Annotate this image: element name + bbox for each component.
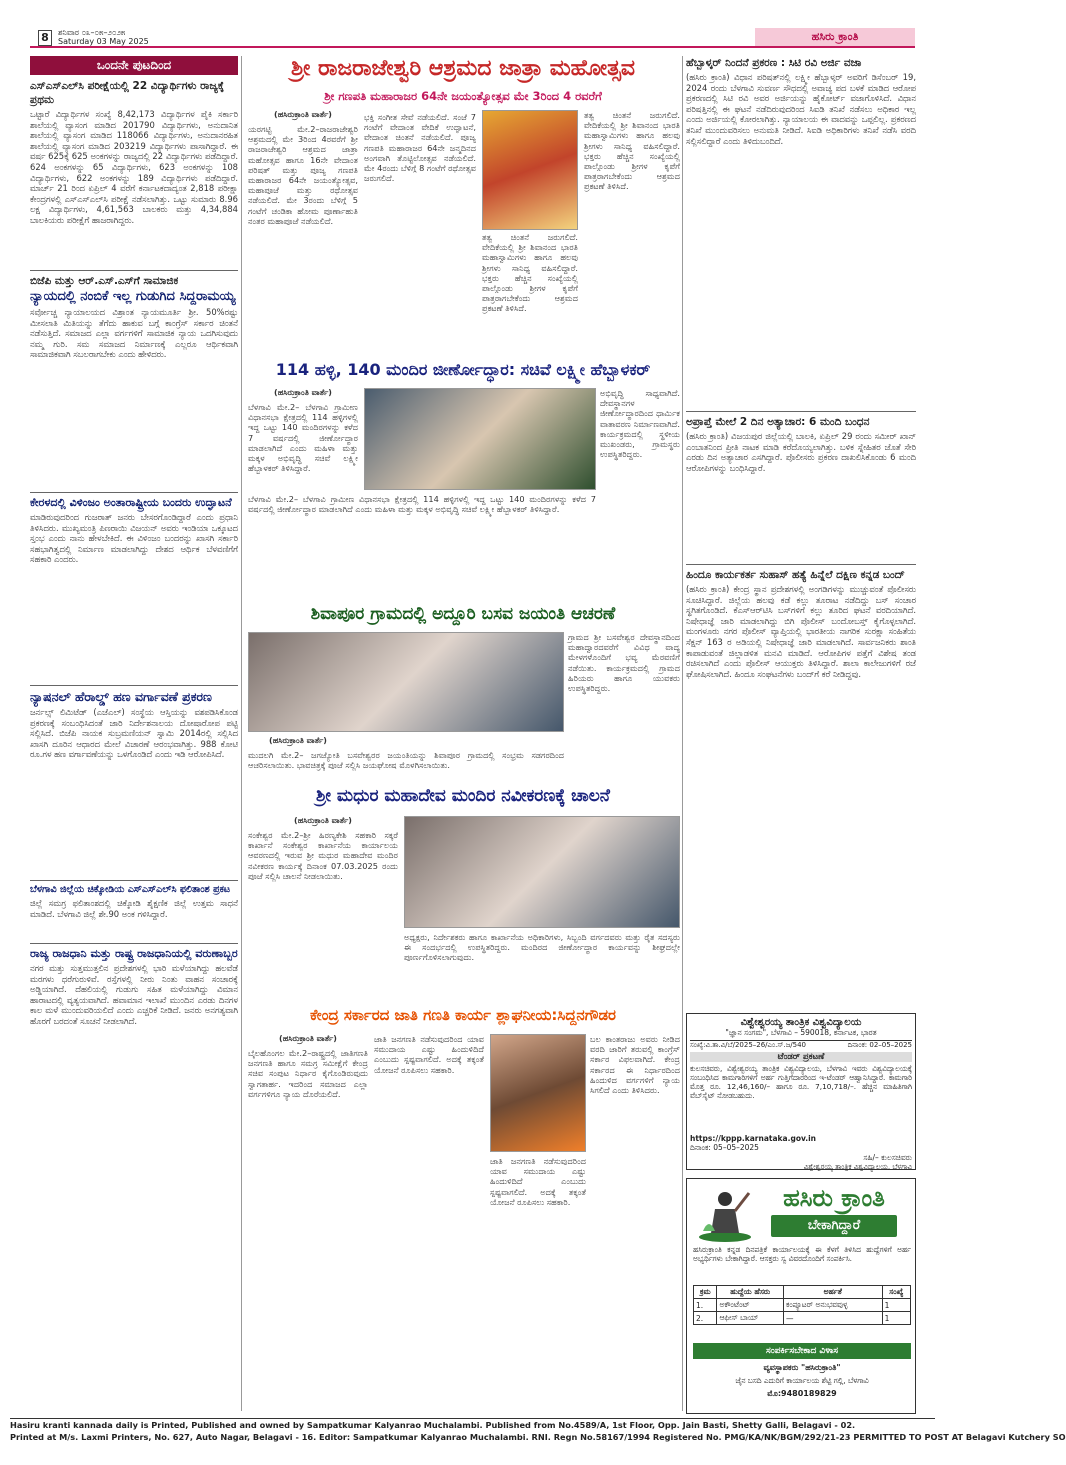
imprint-footer	[10, 1418, 1066, 1454]
notice-heading: ಟೆಂಡರ್ ಪ್ರಕಟಣೆ	[690, 1052, 912, 1062]
jobs-table	[693, 1285, 911, 1325]
notice-website[interactable]: https://kppp.karnataka.gov.in	[690, 1134, 817, 1143]
th-qual: ಅರ್ಹತೆ	[783, 1286, 882, 1299]
table-row	[694, 1299, 911, 1312]
article-body: (ಹಸಿರು ಕ್ರಾಂತಿ) ವಿಧಾನ ಪರಿಷತ್‌ನಲ್ಲಿ ಲಕ್ಷ್ಮೀ ಹೆಬ್ಬಾಳ್ಕರ್ ಅವರಿಗೆ ಡಿಸೆಂಬರ್ 19, 2024 ರಂದು ಬೆಳಗಾವಿ ಸುವರ್ಣ ಸೌಧದಲ್ಲಿ ಅವಾಚ್ಯ ಪದ ಬಳಕೆ ಮಾಡಿದ ಆರೋಪ ಪ್ರಕರಣದಲ್ಲಿ ಸಿಟಿ ರವಿ ಅವರ ಅರ್ಜಿಯನ್ನು ಹೈಕೋರ್ಟ್ ವಜಾಗೊಳಿಸಿದೆ. ವಿಧಾನ ಪರಿಷತ್ತಿನಲ್ಲಿ ಈ ಘಟನೆ ನಡೆದಿರುವುದರಿಂದ ಸಿಐಡಿ ತನಿಖೆ ನಡೆಸಲು ಅಧಿಕಾರ ಇಲ್ಲ ಎಂದು ಅರ್ಜಿಯಲ್ಲಿ ಕೋರಲಾಗಿತ್ತು. ನ್ಯಾಯಾಲಯ ಈ ವಾದವನ್ನು ಒಪ್ಪಲಿಲ್ಲ. ಪ್ರಕರಣದ ತನಿಖೆ ಮುಂದುವರಿಸಲು ಅನುಮತಿ ನೀಡಿದೆ. ಸಿಐಡಿ ಅಧಿಕಾರಿಗಳು ತನಿಖೆ ನಡೆಸಿ ವರದಿ ಸಲ್ಲಿಸಲಿದ್ದಾರೆ ಎಂದು ತಿಳಿದುಬಂದಿದೆ.	[686, 72, 916, 146]
th-count: ಸಂಖ್ಯೆ	[882, 1286, 910, 1299]
story-body: ಸಂಕೇಶ್ವರ ಮೇ.2–ಶ್ರೀ ಹಿರಣ್ಯಕೇಶಿ ಸಹಕಾರಿ ಸಕ್ಕರೆ ಕಾರ್ಖಾನೆ ಸಂಕೇಶ್ವರ ಕಾರ್ಖಾನೆಯ ಕಾರ್ಯಾಲಯ ಆವರಣದಲ್ಲಿ ಇರುವ ಶ್ರೀ ಮಧುರ ಮಹಾದೇವ ಮಂದಿರ ನವೀಕರಣ ಕಾರ್ಯಕ್ಕೆ ದಿನಾಂಕ 07.03.2025 ರಂದು ಪೂಜೆ ಸಲ್ಲಿಸಿ ಚಾಲನೆ ನೀಡಲಾಯಿತು.	[248, 830, 398, 881]
article-title: ನ್ಯಾಷನಲ್ ಹೆರಾಲ್ಡ್ ಹಣ ವರ್ಗಾವಣೆ ಪ್ರಕರಣ	[30, 689, 212, 704]
event-photo	[364, 388, 596, 490]
article-body: ಒಟ್ಟಾರೆ ವಿದ್ಯಾರ್ಥಿಗಳ ಸಂಖ್ಯೆ 8,42,173 ವಿದ್ಯಾರ್ಥಿಗಳ ಪೈಕಿ ಸರ್ಕಾರಿ ಶಾಲೆಯಲ್ಲಿ ವ್ಯಾಸಂಗ ಮಾಡಿದ 201790 ವಿದ್ಯಾರ್ಥಿಗಳು, ಅನುದಾನಿತ ಶಾಲೆಯಲ್ಲಿ ವ್ಯಾಸಂಗ ಮಾಡಿದ 118066 ವಿದ್ಯಾರ್ಥಿಗಳು, ಅನುದಾನರಹಿತ ಶಾಲೆಯಲ್ಲಿ ವ್ಯಾಸಂಗ ಮಾಡಿದ 203219 ವಿದ್ಯಾರ್ಥಿಗಳು ಪಾಸಾಗಿದ್ದಾರೆ. ಈ ವರ್ಷ 625ಕ್ಕೆ 625 ಅಂಕಗಳನ್ನು ರಾಜ್ಯದಲ್ಲಿ 22 ವಿದ್ಯಾರ್ಥಿಗಳು ಪಡೆದಿದ್ದಾರೆ. 624 ಅಂಕಗಳನ್ನು 65 ವಿದ್ಯಾರ್ಥಿಗಳು, 623 ಅಂಕಗಳನ್ನು 108 ವಿದ್ಯಾರ್ಥಿಗಳು, 622 ಅಂಕಗಳನ್ನು 189 ವಿದ್ಯಾರ್ಥಿಗಳು ಪಡೆದಿದ್ದಾರೆ. ಮಾರ್ಚ್ 21 ರಿಂದ ಏಪ್ರಿಲ್ 4 ವರೆಗೆ ಕರ್ನಾಟಕದಾದ್ಯಂತ 2,818 ಪರೀಕ್ಷಾ ಕೇಂದ್ರಗಳಲ್ಲಿ ಎಸ್‌ಎಸ್‌ಎಲ್‌ಸಿ ಪರೀಕ್ಷೆ ನಡೆಸಲಾಗಿತ್ತು. ಒಟ್ಟು ಸುಮಾರು 8.96 ಲಕ್ಷ ವಿದ್ಯಾರ್ಥಿಗಳು, 4,61,563 ಬಾಲಕರು ಮತ್ತು 4,34,884 ಬಾಲಕಿಯರು ಪರೀಕ್ಷೆಗೆ ಹಾಜರಾಗಿದ್ದರು.	[30, 109, 238, 225]
left-column	[30, 56, 238, 1263]
imprint-line-2: Printed at M/s. Laxmi Printers, No. 627, Auto Nagar, Belagavi - 16. Editor: Sampatkumar Kalyanrao Muchalambi. RNI. Regn No.58167/1994 Registered No. PMG/KA/NK/BGM/292/21-23 PERMITTED TO POST AT Belagavi Kutchery SO	[10, 1432, 1066, 1442]
story-body: ಭಕ್ತಿ ಸಂಗೀತ ಸೇವೆ ನಡೆಯಲಿದೆ. ಸಂಜೆ 7 ಗಂಟೆಗೆ ವೇದಾಂತ ವೇದಿಕೆ ಉದ್ಘಾಟನೆ, ವೇದಾಂತ ಚಿಂತನೆ ನಡೆಯಲಿದೆ. ಪೂಜ್ಯ ಗಣಪತಿ ಮಹಾರಾಜರ 64ನೇ ಜನ್ಮದಿನದ ಅಂಗವಾಗಿ ತೊಟ್ಟಿಲೋತ್ಸವ ನಡೆಯಲಿದೆ. ಮೇ 4ರಂದು ಬೆಳಿಗ್ಗೆ 8 ಗಂಟೆಗೆ ರಥೋತ್ಸವ ಜರುಗಲಿದೆ.	[364, 112, 476, 184]
story-title: 114 ಹಳ್ಳಿ, 140 ಮಂದಿರ ಜೀರ್ಣೋದ್ಧಾರ: ಸಚಿವೆ ಲಕ್ಷ್ಮೀ ಹೆಬ್ಬಾಳಕರ್	[275, 360, 651, 379]
article-title: ಕೇರಳದಲ್ಲಿ ವಿಳಿಂಜಂ ಅಂತಾರಾಷ್ಟ್ರೀಯ ಬಂದರು ಉದ್ಘಾಟನೆ	[30, 496, 232, 509]
event-photo	[404, 816, 680, 928]
contact-address: ಜೈನ ಬಸದಿ ಎದುರಿಗೆ ಕಾರ್ಯಾಲಯ ಶೆಟ್ಟಿ ಗಲ್ಲಿ, ಬೆಳಗಾವಿ	[735, 1376, 869, 1385]
contact-name: ವ್ಯವಸ್ಥಾಪಕರು "ಹಸಿರುಕ್ರಾಂತಿ"	[763, 1363, 841, 1372]
article-body: ಜರ್ನಲ್ಸ್ ಲಿಮಿಟೆಡ್ (ಎಜೆಎಲ್) ಸಂಸ್ಥೆಯ ಆಸ್ತಿಯನ್ನು ವಶಪಡಿಸಿಕೊಂಡ ಪ್ರಕರಣಕ್ಕೆ ಸಂಬಂಧಿಸಿದಂತೆ ಜಾರಿ ನಿರ್ದೇಶನಾಲಯ ದೋಷಾರೋಪ ಪಟ್ಟಿ ಸಲ್ಲಿಸಿದೆ. ಬಿಜೆಪಿ ನಾಯಕ ಸುಬ್ರಮಣಿಯನ್ ಸ್ವಾಮಿ 2014ರಲ್ಲಿ ಸಲ್ಲಿಸಿದ ಖಾಸಗಿ ದೂರಿನ ಆಧಾರದ ಮೇಲೆ ವಿಚಾರಣೆ ಆರಂಭವಾಗಿತ್ತು. 988 ಕೋಟಿ ರೂ.ಗಳ ಹಣ ವರ್ಗಾವಣೆಯನ್ನು ಒಳಗೊಂಡಿದೆ ಎಂದು ಇಡಿ ಆರೋಪಿಸಿದೆ.	[30, 707, 238, 760]
page-meta	[30, 28, 470, 46]
article-title: ಹೆಬ್ಬಾಳ್ಕರ್ ನಿಂದನೆ ಪ್ರಕರಣ : ಸಿಟಿ ರವಿ ಅರ್ಜಿ ವಜಾ	[686, 57, 862, 69]
job-ad	[686, 1178, 916, 1414]
divider	[30, 943, 238, 944]
ad-title: ಹಸಿರು ಕ್ರಾಂತಿ	[783, 1184, 885, 1212]
story-body: ಬಲ ಕಾಂತರಾಜು ಅವರು ನೀಡಿದ ವರದಿ ಜಾರಿಗೆ ತರುವಲ್ಲಿ ಕಾಂಗ್ರೆಸ್ ಸರ್ಕಾರ ವಿಫಲವಾಗಿದೆ. ಕೇಂದ್ರ ಸರ್ಕಾರದ ಈ ನಿರ್ಧಾರದಿಂದ ಹಿಂದುಳಿದ ವರ್ಗಗಳಿಗೆ ನ್ಯಾಯ ಸಿಗಲಿದೆ ಎಂದು ತಿಳಿಸಿದರು.	[590, 1034, 680, 1096]
event-photo	[248, 632, 564, 732]
story-body: ಬೆಳಗಾವಿ ಮೇ.2– ಬೆಳಗಾವಿ ಗ್ರಾಮೀಣ ವಿಧಾನಸಭಾ ಕ್ಷೇತ್ರದಲ್ಲಿ 114 ಹಳ್ಳಿಗಳಲ್ಲಿ ಇದ್ದ ಒಟ್ಟು 140 ಮಂದಿರಗಳನ್ನು ಕಳೆದ 7 ವರ್ಷದಲ್ಲಿ ಜೀರ್ಣೋದ್ಧಾರ ಮಾಡಲಾಗಿದೆ ಎಂದು ಮಹಿಳಾ ಮತ್ತು ಮಕ್ಕಳ ಅಭಿವೃದ್ಧಿ ಸಚಿವೆ ಲಕ್ಷ್ಮೀ ಹೆಬ್ಬಾಳಕರ್ ತಿಳಿಸಿದ್ದಾರೆ.	[248, 402, 358, 474]
story-title: ಕೇಂದ್ರ ಸರ್ಕಾರದ ಜಾತಿ ಗಣತಿ ಕಾರ್ಯ ಶ್ಲಾಘನೀಯ:ಸಿದ್ದನಗೌಡರ	[310, 1006, 616, 1024]
divider	[30, 880, 238, 881]
ad-body: ಹಸಿರುಕ್ರಾಂತಿ ಕನ್ನಡ ದಿನಪತ್ರಿಕೆ ಕಾರ್ಯಾಲಯಕ್ಕೆ ಈ ಕೆಳಗೆ ತಿಳಿಸಿದ ಹುದ್ದೆಗಳಿಗೆ ಅರ್ಹ ಅಭ್ಯರ್ಥಿಗಳು ಬೇಕಾಗಿದ್ದಾರೆ. ಆಸಕ್ತರು ಸ್ವ ವಿವರದೊಂದಿಗೆ ಸಂಪರ್ಕಿಸಿ.	[693, 1245, 911, 1263]
cell-no: 2.	[694, 1312, 717, 1325]
story-body: ಬೈಲಹೊಂಗಲ ಮೇ.2–ರಾಷ್ಟ್ರದಲ್ಲಿ ಜಾತಿಗಣತಿ ಜನಗಣತಿ ಹಾಗೂ ಸಮಗ್ರ ಸಮೀಕ್ಷೆಗೆ ಕೇಂದ್ರ ಸಚಿವ ಸಂಪುಟ ನಿರ್ಧಾರ ಕೈಗೊಂಡಿರುವುದು ಸ್ವಾಗತಾರ್ಹ. ಇದರಿಂದ ಸಮಾಜದ ಎಲ್ಲಾ ವರ್ಗಗಳಿಗೂ ನ್ಯಾಯ ದೊರೆಯಲಿದೆ.	[248, 1048, 368, 1099]
contact-heading: ಸಂಪರ್ಕಿಸಬೇಕಾದ ವಿಳಾಸ	[693, 1343, 911, 1359]
ad-table	[693, 1285, 911, 1325]
notice-org: ವಿಶ್ವೇಶ್ವರಯ್ಯ ತಾಂತ್ರಿಕ ವಿಶ್ವವಿದ್ಯಾಲಯ	[740, 1017, 862, 1028]
story-body: ಯರಗಟ್ಟಿ ಮೇ.2–ರಾಜರಾಜೇಶ್ವರಿ ಆಶ್ರಮದಲ್ಲಿ ಮೇ 3ರಿಂದ 4ರವರೆಗೆ ಶ್ರೀ ರಾಜರಾಜೇಶ್ವರಿ ಆಶ್ರಮದ ಜಾತ್ರಾ ಮಹೋತ್ಸವ ಹಾಗೂ 16ನೇ ವೇದಾಂತ ಪರಿಷತ್ ಮತ್ತು ಪೂಜ್ಯ ಗಣಪತಿ ಮಹಾರಾಜರ 64ನೇ ಜಯಂತ್ಯೋತ್ಸವ, ಮಹಾಪೂಜೆ ಮತ್ತು ರಥೋತ್ಸವ ನಡೆಯಲಿದೆ. ಮೇ 3ರಂದು ಬೆಳಿಗ್ಗೆ 5 ಗಂಟೆಗೆ ಚಂಡಿಕಾ ಹೋಮ ಪೂರ್ಣಾಹುತಿ ನಂತರ ಮಹಾಪೂಜೆ ನಡೆಯಲಿದೆ.	[248, 124, 358, 226]
date-english: Saturday 03 May 2025	[58, 37, 149, 46]
story-title: ಶ್ರೀ ಮಧುರ ಮಹಾದೇವ ಮಂದಿರ ನವೀಕರಣಕ್ಕೆ ಚಾಲನೆ	[316, 786, 610, 806]
right-column	[686, 56, 916, 914]
article-body: ಸರ್ವೋಚ್ಚ ನ್ಯಾಯಾಲಯದ ವಿಶ್ರಾಂತ ನ್ಯಾಯಮೂರ್ತಿ ಶ್ರೀ. 50%ರಷ್ಟು ಮೀಸಲಾತಿ ಮಿತಿಯನ್ನು ತೆಗೆದು ಹಾಕುವ ಬಗ್ಗೆ ಕಾಂಗ್ರೆಸ್ ಸರ್ಕಾರ ಚಿಂತನೆ ನಡೆಸುತ್ತಿದೆ. ಸಮಾಜದ ಎಲ್ಲಾ ವರ್ಗಗಳಿಗೆ ಸಾಮಾಜಿಕ ನ್ಯಾಯ ಒದಗಿಸುವುದು ನಮ್ಮ ಗುರಿ. ಸಮ ಸಮಾಜದ ನಿರ್ಮಾಣಕ್ಕೆ ಎಲ್ಲರೂ ಆರ್ಥಿಕವಾಗಿ ಸಾಮಾಜಿಕವಾಗಿ ಸಬಲರಾಗಬೇಕು ಎಂದು ಹೇಳಿದರು.	[30, 307, 238, 360]
story-body: ಅಧ್ಯಕ್ಷರು, ನಿರ್ದೇಶಕರು ಹಾಗೂ ಕಾರ್ಖಾನೆಯ ಅಧಿಕಾರಿಗಳು, ಸಿಬ್ಬಂದಿ ವರ್ಗದವರು ಮತ್ತು ರೈತ ಸದಸ್ಯರು ಈ ಸಂದರ್ಭದಲ್ಲಿ ಉಪಸ್ಥಿತರಿದ್ದರು. ಮಂದಿರದ ಜೀರ್ಣೋದ್ಧಾರ ಕಾರ್ಯವನ್ನು ಶೀಘ್ರದಲ್ಲೇ ಪೂರ್ಣಗೊಳಿಸಲಾಗುವುದು.	[404, 932, 680, 963]
cell-qual: ಕಂಪ್ಯೂಟರ್ ಅನುಭವವುಳ್ಳ	[783, 1299, 882, 1312]
divider	[30, 685, 238, 686]
th-post: ಹುದ್ದೆಯ ಹೆಸರು	[717, 1286, 784, 1299]
article-title: ಬೆಳಗಾವಿ ಜಿಲ್ಲೆಯ ಚಿಕ್ಕೋಡಿಯ ಎಸ್‌ಎಸ್‌ಎಲ್‌ಸಿ ಫಲಿತಾಂಶ ಪ್ರಕಟ	[30, 884, 231, 895]
notice-date: ದಿನಾಂಕ: 02–05–2025	[847, 1041, 912, 1049]
page-header	[30, 28, 915, 48]
story-title: ಶಿವಾಪೂರ ಗ್ರಾಮದಲ್ಲಿ ಅದ್ದೂರಿ ಬಸವ ಜಯಂತಿ ಆಚರಣೆ	[310, 604, 616, 624]
farmer-logo-icon	[695, 1187, 755, 1243]
column-rule	[682, 56, 683, 1411]
story-body: ಬೆಳಗಾವಿ ಮೇ.2– ಬೆಳಗಾವಿ ಗ್ರಾಮೀಣ ವಿಧಾನಸಭಾ ಕ್ಷೇತ್ರದಲ್ಲಿ 114 ಹಳ್ಳಿಗಳಲ್ಲಿ ಇದ್ದ ಒಟ್ಟು 140 ಮಂದಿರಗಳನ್ನು ಕಳೆದ 7 ವರ್ಷದಲ್ಲಿ ಜೀರ್ಣೋದ್ಧಾರ ಮಾಡಲಾಗಿದೆ ಎಂದು ಮಹಿಳಾ ಮತ್ತು ಮಕ್ಕಳ ಅಭಿವೃದ್ಧಿ ಸಚಿವೆ ಲಕ್ಷ್ಮೀ ಹೆಬ್ಬಾಳಕರ್ ತಿಳಿಸಿದ್ದಾರೆ.	[248, 494, 596, 515]
paper-name: ಹಸಿರು ಕ್ರಾಂತಿ	[755, 28, 915, 46]
article-title: ಹಿಂದೂ ಕಾರ್ಯಕರ್ತ ಸುಹಾಸ್ ಹತ್ಯೆ ಹಿನ್ನೆಲೆ ದಕ್ಷಿಣ ಕನ್ನಡ ಬಂದ್	[686, 569, 905, 581]
imprint-line-1: Hasiru kranti kannada daily is Printed, Published and owned by Sampatkumar Kalyanrao Muchalambi. Published from No.4589/A, 1st Floor, Opp. Jain Basti, Shetty Galli, Belagavi - 02.	[10, 1420, 856, 1430]
story-title: ಶ್ರೀ ರಾಜರಾಜೇಶ್ವರಿ ಆಶ್ರಮದ ಜಾತ್ರಾ ಮಹೋತ್ಸವ	[290, 56, 636, 81]
th-no: ಕ್ರಮ	[694, 1286, 717, 1299]
story-body: ಅಭಿವೃದ್ಧಿ ಸಾಧ್ಯವಾಗಿದೆ. ದೇವಸ್ಥಾನಗಳ ಜೀರ್ಣೋದ್ಧಾರದಿಂದ ಧಾರ್ಮಿಕ ವಾತಾವರಣ ನಿರ್ಮಾಣವಾಗಿದೆ. ಕಾರ್ಯಕ್ರಮದಲ್ಲಿ ಸ್ಥಳೀಯ ಮುಖಂಡರು, ಗ್ರಾಮಸ್ಥರು ಉಪಸ್ಥಿತರಿದ್ದರು.	[600, 388, 680, 460]
column-rule	[241, 56, 242, 1411]
divider	[30, 492, 238, 493]
date-kannada: ಶನಿವಾರ ೦೩–೦೫–೨೦೨೫	[58, 28, 126, 37]
divider	[686, 411, 916, 412]
dateline	[58, 28, 149, 46]
contact-phone[interactable]: ಮೊ:9480189829	[767, 1389, 837, 1398]
story-body: ತತ್ವ ಚಿಂತನೆ ಜರುಗಲಿದೆ. ವೇದಿಕೆಯಲ್ಲಿ ಶ್ರೀ ಶಿವಾನಂದ ಭಾರತಿ ಮಹಾಸ್ವಾಮಿಗಳು ಹಾಗೂ ಹಲವು ಶ್ರೀಗಳು ಸಾನಿಧ್ಯ ವಹಿಸಲಿದ್ದಾರೆ. ಭಕ್ತರು ಹೆಚ್ಚಿನ ಸಂಖ್ಯೆಯಲ್ಲಿ ಪಾಲ್ಗೊಂಡು ಶ್ರೀಗಳ ಕೃಪೆಗೆ ಪಾತ್ರರಾಗಬೇಕೆಂದು ಆಶ್ರಮದ ಪ್ರಕಟಣೆ ತಿಳಿಸಿದೆ.	[482, 232, 578, 314]
article-body: ಜಿಲ್ಲೆ ಸಮಗ್ರ ಫಲಿತಾಂಶದಲ್ಲಿ ಚಿಕ್ಕೋಡಿ ಶೈಕ್ಷಣಿಕ ಜಿಲ್ಲೆ ಉತ್ತಮ ಸಾಧನೆ ಮಾಡಿದೆ. ಬೆಳಗಾವಿ ಜಿಲ್ಲೆ ಶೇ.90 ಅಂಕ ಗಳಿಸಿದ್ದಾರೆ.	[30, 898, 238, 919]
article-kicker: ಬಿಜೆಪಿ ಮತ್ತು ಆರ್.ಎಸ್.ಎಸ್‌ಗೆ ಸಾಮಾಜಿಕ	[30, 275, 179, 287]
notice-ref: ಸಂಖ್ಯೆ:ವಿ.ತಾ.ವಿ/ಬೆ/2025–26/ಎಂ.ಸ್.ಜ/540	[690, 1041, 806, 1049]
story-dateline: (ಹಸಿರುಕ್ರಾಂತಿ ವಾರ್ತೆ)	[269, 736, 327, 745]
cell-post: ಅಕೌಂಟೆಂಟ್	[717, 1299, 784, 1312]
cell-no: 1.	[694, 1299, 717, 1312]
portrait-photo	[490, 1034, 586, 1152]
article-title: ಅಪ್ರಾಪ್ತೆ ಮೇಲೆ 2 ದಿನ ಅತ್ಯಾಚಾರ: 6 ಮಂದಿ ಬಂಧನ	[686, 416, 870, 428]
article-body: ಮಾಡಿರುವುದರಿಂದ ಗುಜರಾತ್ ಜನರು ಬೇಸರಗೊಂಡಿದ್ದಾರೆ ಎಂದು ಪ್ರಧಾನಿ ತಿಳಿಸಿದರು. ಮುಖ್ಯಮಂತ್ರಿ ಪಿಣರಾಯಿ ವಿಜಯನ್ ಅವರು ಇಂಡಿಯಾ ಒಕ್ಕೂಟದ ಸ್ತಂಭ ಎಂದು ನಾನು ಹೇಳಬೇಕಿದೆ. ಈ ವಿಳಿಂಜಂ ಬಂದರನ್ನು ಖಾಸಗಿ ಸರ್ಕಾರಿ ಸಹಭಾಗಿತ್ವದಲ್ಲಿ ನಿರ್ಮಾಣ ಮಾಡಲಾಗಿದ್ದು ದೇಶದ ಆರ್ಥಿಕ ಬೆಳವಣಿಗೆಗೆ ಸಹಕಾರಿ ಎಂದರು.	[30, 512, 238, 565]
story-dateline: (ಹಸಿರುಕ್ರಾಂತಿ ವಾರ್ತೆ)	[274, 388, 332, 397]
tender-notice	[686, 1013, 916, 1170]
article-body: (ಹಸಿರು ಕ್ರಾಂತಿ) ಕೇಂದ್ರ ಸ್ಥಾನ ಪ್ರದೇಶಗಳಲ್ಲಿ ಅಂಗಡಿಗಳನ್ನು ಮುಚ್ಚುವಂತೆ ಪೊಲೀಸರು ಸೂಚಿಸಿದ್ದಾರೆ. ಜಿಲ್ಲೆಯ ಹಲವು ಕಡೆ ಕಲ್ಲು ತೂರಾಟ ನಡೆದಿದ್ದು ಬಸ್ ಸಂಚಾರ ಸ್ಥಗಿತಗೊಂಡಿದೆ. ಕೆಎಸ್ಆರ್‌ಟಿಸಿ ಬಸ್‌ಗಳಿಗೆ ಕಲ್ಲು ತೂರಿದ ಘಟನೆ ವರದಿಯಾಗಿದೆ. ನಿಷೇಧಾಜ್ಞೆ ಜಾರಿ ಮಾಡಲಾಗಿದ್ದು ಬಿಗಿ ಪೊಲೀಸ್ ಬಂದೋಬಸ್ತ್ ಕೈಗೊಳ್ಳಲಾಗಿದೆ. ಮಂಗಳೂರು ನಗರ ಪೊಲೀಸ್ ವ್ಯಾಪ್ತಿಯಲ್ಲಿ ಭಾರತೀಯ ನಾಗರಿಕ ಸುರಕ್ಷಾ ಸಂಹಿತೆಯ ಸೆಕ್ಷನ್ 163 ರ ಅಡಿಯಲ್ಲಿ ನಿಷೇಧಾಜ್ಞೆ ಜಾರಿ ಮಾಡಲಾಗಿದೆ. ಸಾರ್ವಜನಿಕರು ಶಾಂತಿ ಕಾಪಾಡುವಂತೆ ಜಿಲ್ಲಾಡಳಿತ ಮನವಿ ಮಾಡಿದೆ. ಆರೋಪಿಗಳ ಪತ್ತೆಗೆ ವಿಶೇಷ ತಂಡ ರಚಿಸಲಾಗಿದೆ ಎಂದು ಪೊಲೀಸ್ ಆಯುಕ್ತರು ತಿಳಿಸಿದ್ದಾರೆ. ಶಾಲಾ ಕಾಲೇಜುಗಳಿಗೆ ರಜೆ ಘೋಷಿಸಲಾಗಿದೆ. ಹಿಂದೂ ಸಂಘಟನೆಗಳು ಬಂದ್‌ಗೆ ಕರೆ ನೀಡಿದ್ದವು.	[686, 584, 916, 679]
story-dateline: (ಹಸಿರುಕ್ರಾಂತಿ ವಾರ್ತೆ)	[274, 110, 332, 119]
cell-qual: —	[783, 1312, 882, 1325]
story-body: ಜಾತಿ ಜನಗಣತಿ ನಡೆಸುವುದರಿಂದ ಯಾವ ಸಮುದಾಯ ಎಷ್ಟು ಹಿಂದುಳಿದಿದೆ ಎಂಬುದು ಸ್ಪಷ್ಟವಾಗಲಿದೆ. ಅದಕ್ಕೆ ತಕ್ಕಂತೆ ಯೋಜನೆ ರೂಪಿಸಲು ಸಹಕಾರಿ.	[490, 1156, 586, 1207]
cell-count: 1	[882, 1299, 910, 1312]
table-row	[694, 1312, 911, 1325]
page-number: 8	[38, 30, 52, 46]
story-subtitle: ಶ್ರೀ ಗಣಪತಿ ಮಹಾರಾಜರ 64ನೇ ಜಯಂತ್ಯೋತ್ಸವ ಮೇ 3ರಿಂದ 4 ರವರೆಗೆ	[324, 89, 602, 103]
notice-address: "ಜ್ಞಾನ ಸಂಗಮ", ಬೆಳಗಾವಿ – 590018, ಕರ್ನಾಟಕ, ಭಾರತ	[725, 1028, 877, 1037]
story-dateline: (ಹಸಿರುಕ್ರಾಂತಿ ವಾರ್ತೆ)	[279, 1034, 337, 1043]
cell-post: ಆಫೀಸ್ ಬಾಯ್	[717, 1312, 784, 1325]
divider	[30, 270, 238, 271]
article-title: ಎಸ್‌ಎಸ್‌ಎಲ್‌ಸಿ ಪರೀಕ್ಷೆಯಲ್ಲಿ 22 ವಿದ್ಯಾರ್ಥಿಗಳು ರಾಜ್ಯಕ್ಕೆ ಪ್ರಥಮ	[30, 80, 225, 106]
article-title: ರಾಜ್ಯ ರಾಜಧಾನಿ ಮತ್ತು ರಾಷ್ಟ್ರ ರಾಜಧಾನಿಯಲ್ಲಿ ವರುಣಾಬ್ಬರ	[30, 947, 238, 960]
notice-body: ಕುಲಸಚಿವರು, ವಿಶ್ವೇಶ್ವರಯ್ಯ ತಾಂತ್ರಿಕ ವಿಶ್ವವಿದ್ಯಾಲಯ, ಬೆಳಗಾವಿ ಇವರು ವಿಶ್ವವಿದ್ಯಾಲಯಕ್ಕೆ ಸಂಬಂಧಿಸಿದ ಕಾಮಗಾರಿಗಳಿಗೆ ಅರ್ಹ ಗುತ್ತಿಗೆದಾರರಿಂದ ಇ-ಟೆಂಡರ್ ಆಹ್ವಾನಿಸಿದ್ದಾರೆ. ಕಾಮಗಾರಿ ಮೊತ್ತ ರೂ. 12,46,160/– ಹಾಗೂ ರೂ. 7,10,718/–. ಹೆಚ್ಚಿನ ಮಾಹಿತಿಗಾಗಿ ವೆಬ್‌ಸೈಟ್ ನೋಡಬಹುದು.	[690, 1064, 912, 1100]
notice-refline	[690, 1040, 912, 1050]
divider	[686, 564, 916, 565]
notice-signatory: ಸಹಿ/– ಕುಲಸಚಿವರು	[863, 1153, 912, 1162]
article-title: ನ್ಯಾಯದಲ್ಲಿ ನಂಬಿಕೆ ಇಲ್ಲ ಗುಡುಗಿದ ಸಿದ್ದರಾಮಯ್ಯ	[30, 289, 236, 304]
notice-deadline: ದಿನಾಂಕ: 05–05–2025	[690, 1143, 759, 1152]
story-body: ತತ್ವ ಚಿಂತನೆ ಜರುಗಲಿದೆ. ವೇದಿಕೆಯಲ್ಲಿ ಶ್ರೀ ಶಿವಾನಂದ ಭಾರತಿ ಮಹಾಸ್ವಾಮಿಗಳು ಹಾಗೂ ಹಲವು ಶ್ರೀಗಳು ಸಾನಿಧ್ಯ ವಹಿಸಲಿದ್ದಾರೆ. ಭಕ್ತರು ಹೆಚ್ಚಿನ ಸಂಖ್ಯೆಯಲ್ಲಿ ಪಾಲ್ಗೊಂಡು ಶ್ರೀಗಳ ಕೃಪೆಗೆ ಪಾತ್ರರಾಗಬೇಕೆಂದು ಆಶ್ರಮದ ಪ್ರಕಟಣೆ ತಿಳಿಸಿದೆ.	[584, 110, 680, 192]
notice-signatory2: ವಿಶ್ವೇಶ್ವರಯ್ಯ ತಾಂತ್ರಿಕ ವಿಶ್ವವಿದ್ಯಾಲಯ, ಬೆಳಗಾವಿ	[803, 1163, 912, 1171]
story-body: ಮುದಲಗಿ ಮೇ.2– ಜಗಜ್ಯೋತಿ ಬಸವೇಶ್ವರರ ಜಯಂತಿಯನ್ನು ಶಿವಾಪೂರ ಗ್ರಾಮದಲ್ಲಿ ಸಂಭ್ರಮ ಸಡಗರದಿಂದ ಆಚರಿಸಲಾಯಿತು. ಭಾವಚಿತ್ರಕ್ಕೆ ಪೂಜೆ ಸಲ್ಲಿಸಿ ಜಯಘೋಷ ಮೊಳಗಿಸಲಾಯಿತು.	[248, 750, 564, 771]
cell-count: 1	[882, 1312, 910, 1325]
article-body: ನಗರ ಮತ್ತು ಸುತ್ತಮುತ್ತಲಿನ ಪ್ರದೇಶಗಳಲ್ಲಿ ಭಾರಿ ಮಳೆಯಾಗಿದ್ದು ಹಲವೆಡೆ ಮರಗಳು ಧರೆಗುರುಳಿವೆ. ರಸ್ತೆಗಳಲ್ಲಿ ನೀರು ನಿಂತು ವಾಹನ ಸಂಚಾರಕ್ಕೆ ಅಡ್ಡಿಯಾಗಿದೆ. ದೆಹಲಿಯಲ್ಲಿ ಗುಡುಗು ಸಹಿತ ಮಳೆಯಾಗಿದ್ದು ವಿಮಾನ ಹಾರಾಟದಲ್ಲಿ ವ್ಯತ್ಯಯವಾಗಿದೆ. ಹವಾಮಾನ ಇಲಾಖೆ ಮುಂದಿನ ಎರಡು ದಿನಗಳ ಕಾಲ ಮಳೆ ಮುಂದುವರಿಯಲಿದೆ ಎಂದು ಎಚ್ಚರಿಕೆ ನೀಡಿದೆ. ಜನರು ಅನಗತ್ಯವಾಗಿ ಹೊರಗೆ ಬರದಂತೆ ಸೂಚನೆ ನೀಡಲಾಗಿದೆ.	[30, 963, 238, 1026]
story-body: ಗ್ರಾಮದ ಶ್ರೀ ಬಸವೇಶ್ವರ ದೇವಸ್ಥಾನದಿಂದ ಮಹಾದ್ವಾರದವರೆಗೆ ವಿವಿಧ ವಾದ್ಯ ಮೇಳಗಳೊಂದಿಗೆ ಭವ್ಯ ಮೆರವಣಿಗೆ ನಡೆಯಿತು. ಕಾರ್ಯಕ್ರಮದಲ್ಲಿ ಗ್ರಾಮದ ಹಿರಿಯರು ಹಾಗೂ ಯುವಕರು ಉಪಸ್ಥಿತರಿದ್ದರು.	[568, 632, 680, 694]
ad-subtitle: ಬೇಕಾಗಿದ್ದಾರೆ	[771, 1215, 897, 1237]
story-dateline: (ಹಸಿರುಕ್ರಾಂತಿ ವಾರ್ತೆ)	[294, 816, 352, 825]
article-body: (ಹಸಿರು ಕ್ರಾಂತಿ) ವಿಜಯಪುರ ಜಿಲ್ಲೆಯಲ್ಲಿ ಬಾಲಕಿ, ಏಪ್ರಿಲ್ 29 ರಂದು ಸಮೀರ್ ಖಾನ್ ಎಂಬಾತನಿಂದ ಪ್ರೀತಿ ನಾಟಕ ಮಾಡಿ ಕರೆದೊಯ್ಯಲಾಗಿತ್ತು. ಬಳಿಕ ಸ್ನೇಹಿತರ ಜೊತೆ ಸೇರಿ ಎರಡು ದಿನ ಅತ್ಯಾಚಾರ ಎಸಗಿದ್ದಾರೆ. ಪೊಲೀಸರು ಪ್ರಕರಣ ದಾಖಲಿಸಿಕೊಂಡು 6 ಮಂದಿ ಆರೋಪಿಗಳನ್ನು ಬಂಧಿಸಿದ್ದಾರೆ.	[686, 431, 916, 473]
continued-banner: ಒಂದನೇ ಪುಟದಿಂದ	[30, 56, 238, 75]
deity-photo	[482, 110, 578, 230]
story-body: ಜಾತಿ ಜನಗಣತಿ ನಡೆಸುವುದರಿಂದ ಯಾವ ಸಮುದಾಯ ಎಷ್ಟು ಹಿಂದುಳಿದಿದೆ ಎಂಬುದು ಸ್ಪಷ್ಟವಾಗಲಿದೆ. ಅದಕ್ಕೆ ತಕ್ಕಂತೆ ಯೋಜನೆ ರೂಪಿಸಲು ಸಹಕಾರಿ.	[374, 1034, 484, 1075]
